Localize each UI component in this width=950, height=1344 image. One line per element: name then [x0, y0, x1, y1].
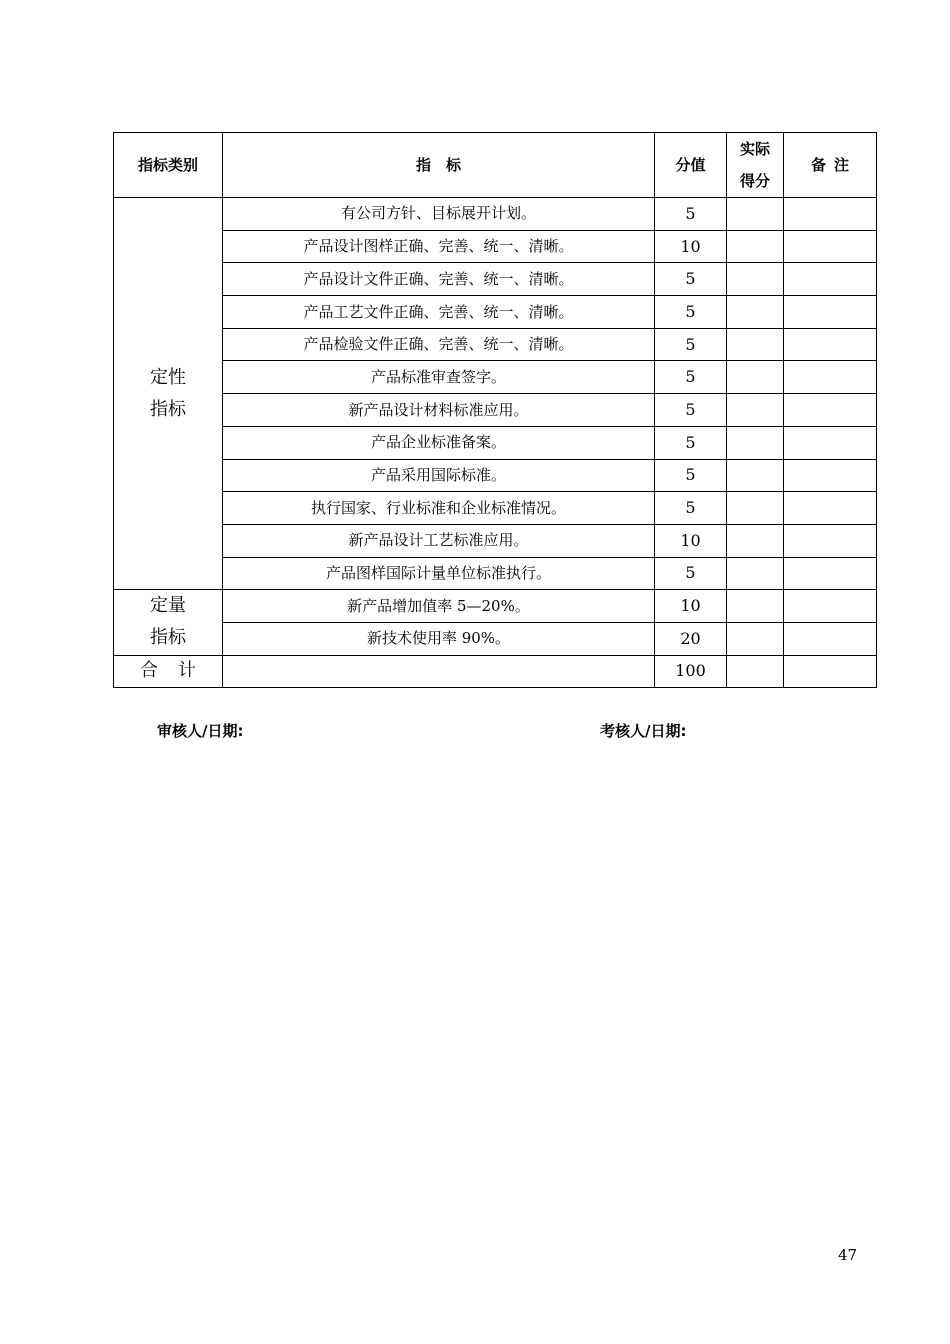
indicator-cell: 产品设计图样正确、完善、统一、清晰。: [223, 230, 655, 263]
actual-score-cell[interactable]: [727, 590, 784, 623]
score-cell: 5: [655, 361, 727, 394]
remark-cell[interactable]: [784, 459, 877, 492]
indicator-cell: 新产品设计工艺标准应用。: [223, 524, 655, 557]
quantitative-label-line2: 指标: [150, 627, 186, 649]
remark-cell[interactable]: [784, 524, 877, 557]
qualitative-label-line1: 定性: [150, 366, 186, 388]
actual-score-cell[interactable]: [727, 622, 784, 655]
header-row: [114, 133, 877, 198]
reviewer-date-label: 审核人/日期:: [157, 722, 244, 740]
indicator-cell: 产品检验文件正确、完善、统一、清晰。: [223, 328, 655, 361]
qualitative-category: [114, 198, 223, 590]
total-remark-cell[interactable]: [784, 655, 877, 688]
remark-cell[interactable]: [784, 296, 877, 329]
score-cell: 5: [655, 263, 727, 296]
actual-score-cell[interactable]: [727, 198, 784, 231]
actual-score-cell[interactable]: [727, 361, 784, 394]
total-row: [114, 655, 877, 688]
actual-score-cell[interactable]: [727, 296, 784, 329]
score-cell: 5: [655, 328, 727, 361]
remark-cell[interactable]: [784, 361, 877, 394]
score-cell: 5: [655, 426, 727, 459]
table-row: [114, 622, 877, 655]
total-label: 合计: [114, 655, 223, 688]
score-cell: 5: [655, 459, 727, 492]
remark-cell[interactable]: [784, 426, 877, 459]
score-cell: 5: [655, 198, 727, 231]
header-indicator: 指 标: [223, 133, 655, 198]
table-row: [114, 198, 877, 231]
actual-score-cell[interactable]: [727, 492, 784, 525]
actual-score-cell[interactable]: [727, 263, 784, 296]
header-score: 分值: [655, 133, 727, 198]
header-actual-line2: 得分: [739, 172, 770, 190]
quantitative-category: [114, 590, 223, 655]
score-cell: 10: [655, 230, 727, 263]
table-row: [114, 361, 877, 394]
remark-cell[interactable]: [784, 328, 877, 361]
remark-cell[interactable]: [784, 394, 877, 427]
indicator-cell: 新产品增加值率 5—20%。: [223, 590, 655, 623]
remark-cell[interactable]: [784, 263, 877, 296]
table-row: [114, 394, 877, 427]
actual-score-cell[interactable]: [727, 394, 784, 427]
remark-cell[interactable]: [784, 557, 877, 590]
remark-cell[interactable]: [784, 198, 877, 231]
actual-score-cell[interactable]: [727, 426, 784, 459]
indicator-cell: 有公司方针、目标展开计划。: [223, 198, 655, 231]
table-row: [114, 590, 877, 623]
indicator-cell: 产品标准审查签字。: [223, 361, 655, 394]
quantitative-label-line1: 定量: [150, 595, 186, 617]
qualitative-label-line2: 指标: [150, 398, 186, 420]
indicator-cell: 产品工艺文件正确、完善、统一、清晰。: [223, 296, 655, 329]
remark-cell[interactable]: [784, 622, 877, 655]
evaluation-table: [113, 132, 877, 688]
table-row: [114, 328, 877, 361]
header-category: 指标类别: [114, 133, 223, 198]
remark-cell[interactable]: [784, 492, 877, 525]
header-actual-score: [727, 133, 784, 198]
table-row: [114, 230, 877, 263]
actual-score-cell[interactable]: [727, 328, 784, 361]
actual-score-cell[interactable]: [727, 557, 784, 590]
indicator-cell: 新技术使用率 90%。: [223, 622, 655, 655]
table-body: [114, 198, 877, 688]
table-row: [114, 296, 877, 329]
header-remark: 备注: [784, 133, 877, 198]
indicator-cell: 产品图样国际计量单位标准执行。: [223, 557, 655, 590]
table-row: [114, 557, 877, 590]
score-cell: 5: [655, 557, 727, 590]
page-number: 47: [838, 1246, 858, 1264]
score-cell: 10: [655, 524, 727, 557]
indicator-cell: 产品采用国际标准。: [223, 459, 655, 492]
score-cell: 5: [655, 296, 727, 329]
assessor-date-label: 考核人/日期:: [600, 722, 687, 740]
score-cell: 5: [655, 394, 727, 427]
total-actual-score-cell[interactable]: [727, 655, 784, 688]
table-row: [114, 426, 877, 459]
indicator-cell: 新产品设计材料标准应用。: [223, 394, 655, 427]
score-cell: 5: [655, 492, 727, 525]
header-actual-line1: 实际: [739, 140, 770, 158]
table-row: [114, 524, 877, 557]
actual-score-cell[interactable]: [727, 459, 784, 492]
score-cell: 20: [655, 622, 727, 655]
total-score: 100: [655, 655, 727, 688]
table-row: [114, 263, 877, 296]
remark-cell[interactable]: [784, 590, 877, 623]
table-row: [114, 492, 877, 525]
table-row: [114, 459, 877, 492]
actual-score-cell[interactable]: [727, 524, 784, 557]
total-indicator-cell: [223, 655, 655, 688]
indicator-cell: 执行国家、行业标准和企业标准情况。: [223, 492, 655, 525]
remark-cell[interactable]: [784, 230, 877, 263]
actual-score-cell[interactable]: [727, 230, 784, 263]
score-cell: 10: [655, 590, 727, 623]
indicator-cell: 产品设计文件正确、完善、统一、清晰。: [223, 263, 655, 296]
indicator-cell: 产品企业标准备案。: [223, 426, 655, 459]
